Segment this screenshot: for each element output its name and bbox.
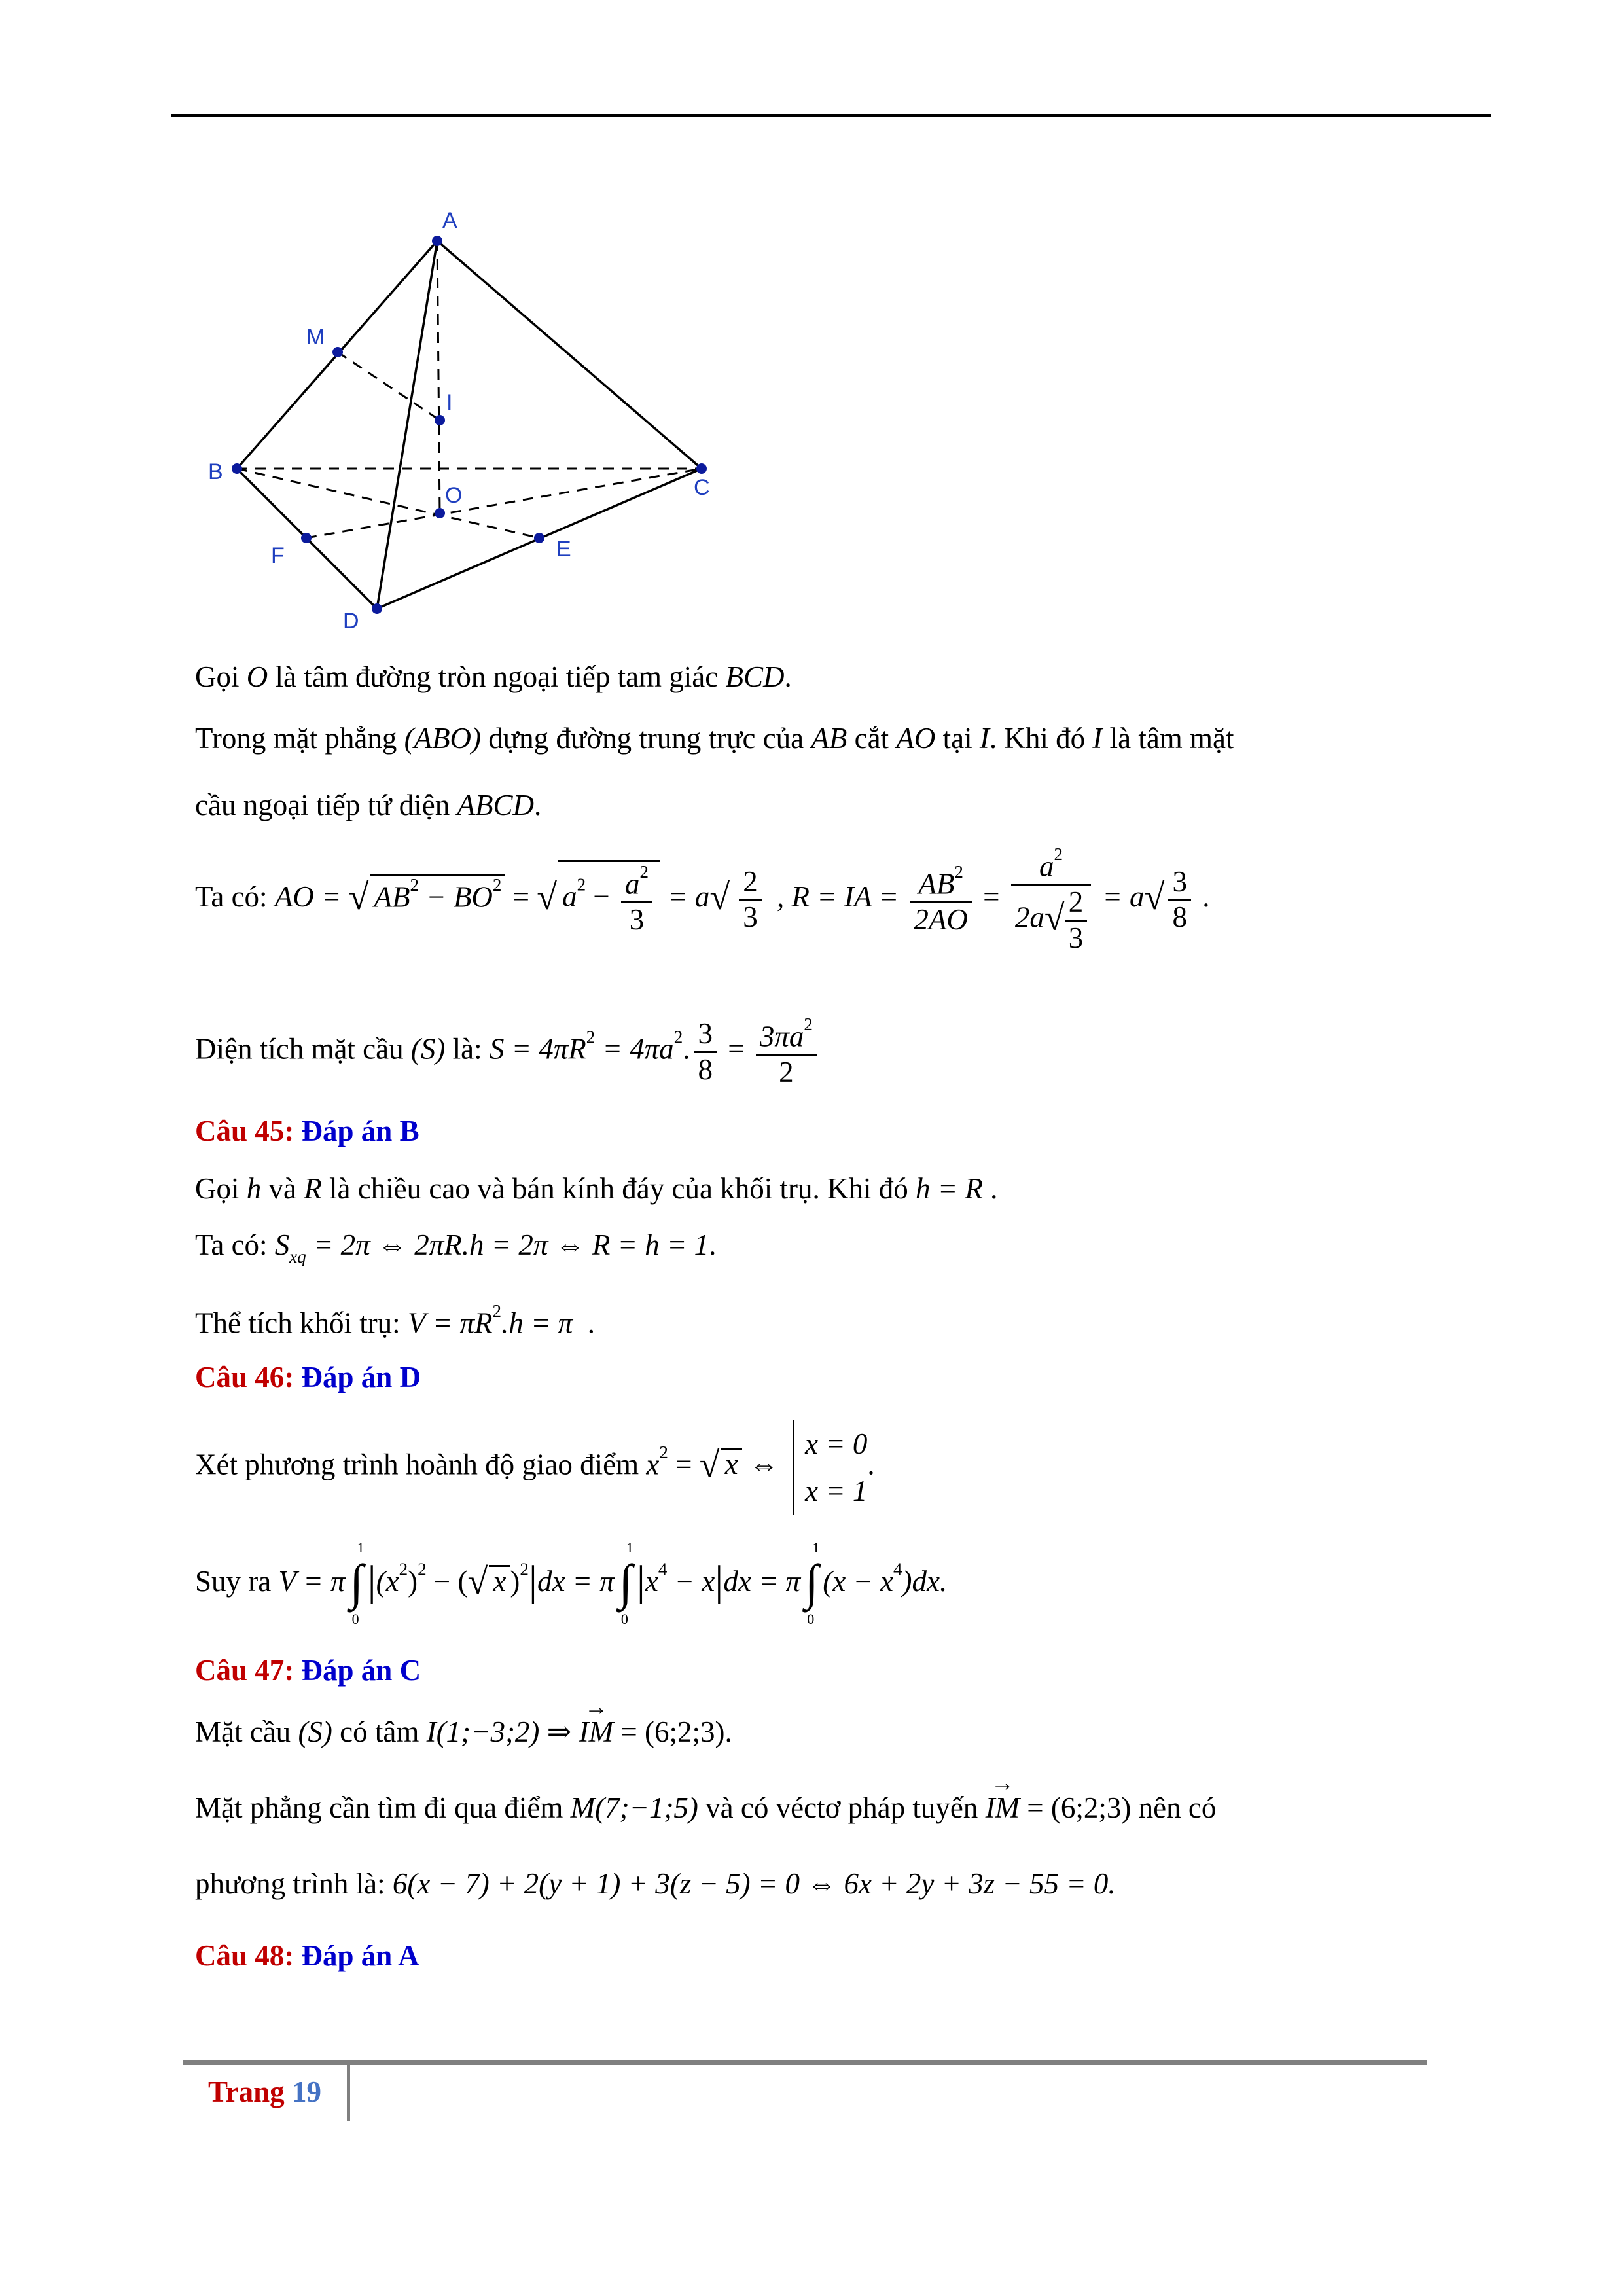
point-B: [232, 463, 242, 474]
tetrahedron-figure: [196, 196, 785, 655]
label-E: E: [556, 537, 571, 562]
label-D: D: [343, 609, 359, 634]
label-O: O: [445, 483, 463, 508]
page-footer: [208, 2075, 321, 2109]
edge-AD: [377, 241, 437, 609]
point-E: [534, 533, 544, 543]
line-dien-tich: Diện tích mặt cầu (S) là: $S = 4\pi R^2 = 4\pi a^2$. $\frac{3}{8}$ = $\frac{3\pi a^2}{2}$: [195, 1014, 821, 1090]
point-O: [435, 508, 445, 518]
label-I: I: [446, 390, 453, 415]
header-rule: [171, 114, 1491, 117]
line-suy-ra-v: Suy ra V = π∫ 1 0 $|(x^2)^2$ − (√ x )$^2$|dx = π∫ 1 0 $|x^4 - x|dx = \pi\int$ 1 0 $(x - x^4)dx$.: [195, 1539, 948, 1627]
footer-rule: [183, 2060, 1427, 2065]
answer-48-heading: Câu 48: Đáp án A: [195, 1939, 419, 1972]
segment-FC: [306, 469, 702, 538]
answer-45-heading: Câu 45: Đáp án B: [195, 1115, 419, 1147]
point-D: [372, 603, 382, 614]
line-gọi-o: Gọi O là tâm đường tròn ngoại tiếp tam giác BCD.: [195, 660, 792, 693]
footer-divider: [347, 2062, 350, 2121]
point-M: [332, 347, 343, 357]
answer-46-heading: Câu 46: Đáp án D: [195, 1361, 421, 1393]
answer-47-heading: Câu 47: Đáp án C: [195, 1654, 421, 1687]
segment-AO: [437, 241, 440, 513]
line-goi-h-r: Gọi h và R là chiều cao và bán kính đáy của khối trụ. Khi đó h = R .: [195, 1172, 998, 1205]
point-F: [301, 533, 312, 543]
label-C: C: [694, 475, 710, 500]
line-trong-mat-phang: Trong mặt phẳng (ABO) dựng đường trung trực của AB cắt AO tại I. Khi đó I là tâm mặt: [195, 722, 1234, 755]
point-I: [435, 415, 445, 425]
segment-BE: [237, 469, 539, 538]
label-A: A: [442, 208, 457, 233]
line-the-tich: Thể tích khối trụ: $V = \pi R^2.h = \pi$ .: [195, 1301, 595, 1340]
line-cau-ngoai-tiep: cầu ngoại tiếp tứ diện ABCD.: [195, 789, 542, 821]
page-number: 19: [291, 2075, 321, 2108]
point-A: [432, 236, 442, 246]
line-phuong-trinh-la: phương trình là: 6(x − 7) + 2(y + 1) + 3(z − 5) = 0 ⇔ 6x + 2y + 3z − 55 = 0.: [195, 1867, 1116, 1900]
line-ta-co-ao: Ta có: AO = √ $AB^2 - BO^2$ = √ $a^2$ − $\frac{a^2}{3}$ = a√ $\frac{2}{3}$ , R = IA = $\frac{AB^2}{2AO}$ = $a^2$ 2a√ $\frac{2}{3}$ = a√ $\frac{3}{8}$ .: [195, 844, 1210, 954]
point-C: [696, 463, 707, 474]
footer-label: Trang: [208, 2075, 285, 2108]
label-B: B: [208, 459, 223, 484]
label-F: F: [271, 543, 285, 568]
segment-MI: [338, 352, 440, 420]
line-mat-phang-can-tim: Mặt phẳng cần tìm đi qua điểm M(7;−1;5) và có véctơ pháp tuyến → IM = (6;2;3) nên có: [195, 1793, 1216, 1823]
line-xet-phuong-trinh: Xét phương trình hoành độ giao điểm $x^2$ = √ x ⇔ x = 0 x = 1 .: [195, 1420, 875, 1515]
edge-AC: [437, 241, 702, 469]
label-M: M: [306, 325, 325, 350]
line-mat-cau-tam: Mặt cầu (S) có tâm I(1;−3;2) ⇒ → IM = (6;2;3).: [195, 1717, 732, 1747]
line-ta-co-sxq: Ta có: $S_{xq} = 2\pi$ ⇔ 2πR.h = 2π ⇔ R = h = 1.: [195, 1229, 717, 1267]
